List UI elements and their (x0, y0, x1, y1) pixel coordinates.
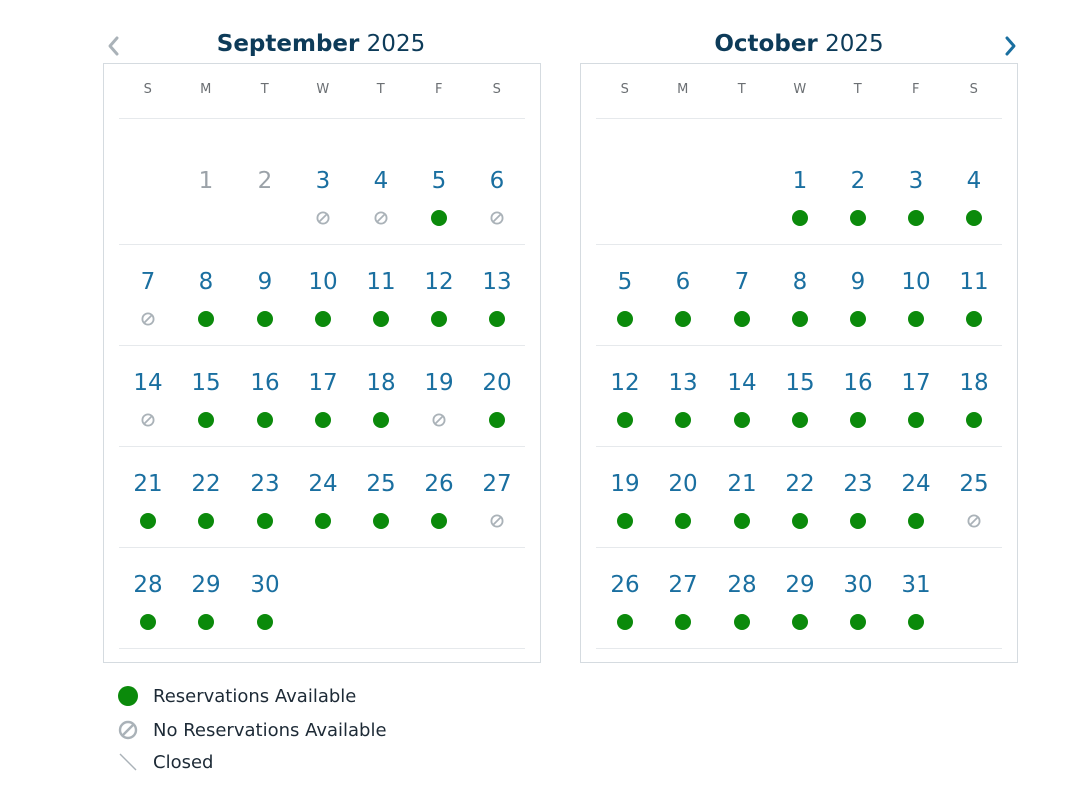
day-cell[interactable] (717, 368, 767, 448)
day-number: 12 (610, 370, 640, 396)
day-cell[interactable] (600, 267, 650, 347)
available-dot-icon (198, 311, 214, 327)
available-dot-icon (850, 412, 866, 428)
available-dot-icon (850, 210, 866, 226)
month-title-september (101, 28, 541, 60)
day-cell[interactable] (356, 267, 406, 347)
day-number: 9 (257, 269, 273, 295)
no-availability-icon (966, 513, 982, 529)
available-dot-icon (792, 412, 808, 428)
day-number: 13 (482, 269, 512, 295)
day-cell[interactable] (123, 267, 173, 347)
no-availability-icon (140, 412, 156, 428)
day-cell[interactable] (240, 368, 290, 448)
weekday-label: S (969, 82, 979, 97)
day-number: 25 (366, 471, 396, 497)
day-number: 20 (668, 471, 698, 497)
available-dot-icon (908, 311, 924, 327)
day-cell[interactable] (891, 166, 941, 246)
day-cell[interactable] (298, 469, 348, 549)
day-number: 17 (901, 370, 931, 396)
month-year: 2025 (825, 31, 884, 57)
available-dot-icon (617, 412, 633, 428)
available-dot-icon (966, 412, 982, 428)
day-number: 8 (792, 269, 808, 295)
day-cell[interactable] (298, 267, 348, 347)
weekday-label: M (200, 82, 212, 97)
day-cell[interactable] (181, 368, 231, 448)
day-cell[interactable] (240, 570, 290, 650)
day-number: 3 (315, 168, 331, 194)
day-number: 5 (431, 168, 447, 194)
day-number: 11 (366, 269, 396, 295)
day-number: 27 (668, 572, 698, 598)
day-cell[interactable] (472, 469, 522, 549)
available-dot-icon (792, 513, 808, 529)
day-cell[interactable] (240, 267, 290, 347)
day-number: 14 (727, 370, 757, 396)
day-number: 23 (843, 471, 873, 497)
day-cell[interactable] (181, 267, 231, 347)
day-cell[interactable] (356, 368, 406, 448)
day-number: 28 (133, 572, 163, 598)
day-number: 19 (610, 471, 640, 497)
available-dot-icon (315, 513, 331, 529)
day-number: 1 (792, 168, 808, 194)
day-number: 2 (850, 168, 866, 194)
day-cell[interactable] (472, 368, 522, 448)
day-cell[interactable] (891, 368, 941, 448)
day-number: 28 (727, 572, 757, 598)
divider (119, 648, 525, 649)
legend-closed-label: Closed (153, 752, 214, 773)
day-cell[interactable] (775, 267, 825, 347)
available-dot-icon (140, 513, 156, 529)
day-number: 19 (424, 370, 454, 396)
available-dot-icon (198, 412, 214, 428)
day-number: 15 (191, 370, 221, 396)
available-dot-icon (431, 210, 447, 226)
day-cell[interactable] (123, 368, 173, 448)
day-cell[interactable] (717, 469, 767, 549)
day-number: 16 (250, 370, 280, 396)
available-dot-icon (198, 614, 214, 630)
calendar-october (580, 63, 1018, 663)
day-cell[interactable] (356, 469, 406, 549)
no-availability-icon (489, 513, 505, 529)
day-number: 27 (482, 471, 512, 497)
available-dot-icon (850, 311, 866, 327)
weekday-label: T (376, 82, 386, 97)
day-number: 2 (257, 168, 273, 194)
day-cell[interactable] (949, 267, 999, 347)
no-availability-icon (431, 412, 447, 428)
available-dot-icon (117, 685, 139, 707)
available-dot-icon (489, 412, 505, 428)
month-title-october (579, 28, 1019, 60)
no-availability-icon (117, 719, 139, 741)
weekday-label: M (677, 82, 689, 97)
calendar-september (103, 63, 541, 663)
available-dot-icon (617, 311, 633, 327)
available-dot-icon (198, 513, 214, 529)
day-cell[interactable] (717, 267, 767, 347)
day-number: 3 (908, 168, 924, 194)
day-number: 30 (843, 572, 873, 598)
available-dot-icon (315, 311, 331, 327)
day-number: 10 (901, 269, 931, 295)
day-number: 4 (966, 168, 982, 194)
day-number: 14 (133, 370, 163, 396)
weekday-label: W (793, 82, 807, 97)
day-number: 10 (308, 269, 338, 295)
day-cell (181, 166, 231, 246)
day-cell[interactable] (240, 469, 290, 549)
day-cell[interactable] (949, 368, 999, 448)
weekday-label: W (316, 82, 330, 97)
available-dot-icon (850, 513, 866, 529)
available-dot-icon (373, 513, 389, 529)
no-availability-icon (373, 210, 389, 226)
day-cell[interactable] (775, 166, 825, 246)
day-cell[interactable] (775, 469, 825, 549)
day-number: 17 (308, 370, 338, 396)
day-number: 31 (901, 572, 931, 598)
available-dot-icon (908, 614, 924, 630)
weekday-header (581, 64, 1017, 118)
weekday-label: T (737, 82, 747, 97)
day-number: 30 (250, 572, 280, 598)
available-dot-icon (792, 210, 808, 226)
day-number: 7 (140, 269, 156, 295)
day-number: 18 (959, 370, 989, 396)
weekday-label: F (912, 82, 920, 97)
day-number: 26 (424, 471, 454, 497)
day-cell[interactable] (658, 368, 708, 448)
day-cell[interactable] (949, 469, 999, 549)
month-name: September (216, 31, 360, 57)
day-cell[interactable] (833, 570, 883, 650)
day-number: 5 (617, 269, 633, 295)
weekday-label: T (853, 82, 863, 97)
day-cell[interactable] (658, 570, 708, 650)
day-cell[interactable] (472, 166, 522, 246)
day-number: 22 (785, 471, 815, 497)
day-number: 23 (250, 471, 280, 497)
available-dot-icon (966, 210, 982, 226)
day-cell[interactable] (658, 469, 708, 549)
day-cell[interactable] (414, 469, 464, 549)
day-number: 6 (675, 269, 691, 295)
day-number: 8 (198, 269, 214, 295)
day-number: 6 (489, 168, 505, 194)
available-dot-icon (257, 311, 273, 327)
weekday-header (104, 64, 540, 118)
day-number: 24 (308, 471, 338, 497)
weekday-label: S (143, 82, 153, 97)
divider (596, 118, 1002, 119)
day-number: 12 (424, 269, 454, 295)
day-cell[interactable] (181, 469, 231, 549)
available-dot-icon (617, 513, 633, 529)
day-cell[interactable] (833, 166, 883, 246)
day-cell[interactable] (891, 469, 941, 549)
no-availability-icon (315, 210, 331, 226)
available-dot-icon (675, 412, 691, 428)
day-cell[interactable] (414, 267, 464, 347)
available-dot-icon (315, 412, 331, 428)
day-cell[interactable] (891, 267, 941, 347)
day-number: 29 (191, 572, 221, 598)
day-cell[interactable] (123, 570, 173, 650)
available-dot-icon (908, 210, 924, 226)
day-cell[interactable] (775, 368, 825, 448)
weekday-label: S (492, 82, 502, 97)
day-cell[interactable] (891, 570, 941, 650)
day-cell[interactable] (472, 267, 522, 347)
available-dot-icon (966, 311, 982, 327)
day-cell[interactable] (298, 368, 348, 448)
available-dot-icon (675, 311, 691, 327)
weekday-label: S (620, 82, 630, 97)
day-cell[interactable] (414, 166, 464, 246)
day-number: 13 (668, 370, 698, 396)
day-cell[interactable] (181, 570, 231, 650)
day-cell (240, 166, 290, 246)
available-dot-icon (489, 311, 505, 327)
available-dot-icon (734, 614, 750, 630)
available-dot-icon (792, 311, 808, 327)
available-dot-icon (908, 412, 924, 428)
day-number: 22 (191, 471, 221, 497)
day-cell[interactable] (123, 469, 173, 549)
day-cell[interactable] (600, 570, 650, 650)
available-dot-icon (850, 614, 866, 630)
available-dot-icon (734, 311, 750, 327)
day-cell[interactable] (833, 267, 883, 347)
weekday-label: F (435, 82, 443, 97)
available-dot-icon (675, 614, 691, 630)
day-number: 26 (610, 572, 640, 598)
day-cell[interactable] (833, 469, 883, 549)
day-cell[interactable] (414, 368, 464, 448)
day-number: 21 (133, 471, 163, 497)
weekday-label: T (260, 82, 270, 97)
day-cell[interactable] (658, 267, 708, 347)
available-dot-icon (373, 412, 389, 428)
day-number: 21 (727, 471, 757, 497)
day-cell[interactable] (717, 570, 767, 650)
day-cell[interactable] (600, 368, 650, 448)
day-number: 7 (734, 269, 750, 295)
legend-no-availability-label: No Reservations Available (153, 720, 387, 741)
month-year: 2025 (366, 31, 426, 57)
available-dot-icon (257, 412, 273, 428)
day-cell[interactable] (833, 368, 883, 448)
day-cell[interactable] (600, 469, 650, 549)
available-dot-icon (140, 614, 156, 630)
available-dot-icon (792, 614, 808, 630)
divider (119, 118, 525, 119)
day-cell[interactable] (775, 570, 825, 650)
available-dot-icon (431, 513, 447, 529)
day-number: 20 (482, 370, 512, 396)
available-dot-icon (734, 412, 750, 428)
day-number: 15 (785, 370, 815, 396)
day-cell[interactable] (356, 166, 406, 246)
available-dot-icon (257, 513, 273, 529)
available-dot-icon (675, 513, 691, 529)
available-dot-icon (617, 614, 633, 630)
closed-slash-icon (117, 751, 139, 773)
day-cell[interactable] (298, 166, 348, 246)
available-dot-icon (373, 311, 389, 327)
day-number: 25 (959, 471, 989, 497)
month-name: October (714, 31, 818, 57)
day-number: 29 (785, 572, 815, 598)
no-availability-icon (140, 311, 156, 327)
day-cell[interactable] (949, 166, 999, 246)
legend-available-label: Reservations Available (153, 686, 357, 707)
day-number: 16 (843, 370, 873, 396)
available-dot-icon (431, 311, 447, 327)
day-number: 18 (366, 370, 396, 396)
day-number: 9 (850, 269, 866, 295)
day-number: 11 (959, 269, 989, 295)
available-dot-icon (257, 614, 273, 630)
day-number: 24 (901, 471, 931, 497)
available-dot-icon (908, 513, 924, 529)
day-number: 4 (373, 168, 389, 194)
no-availability-icon (489, 210, 505, 226)
day-number: 1 (198, 168, 214, 194)
available-dot-icon (734, 513, 750, 529)
